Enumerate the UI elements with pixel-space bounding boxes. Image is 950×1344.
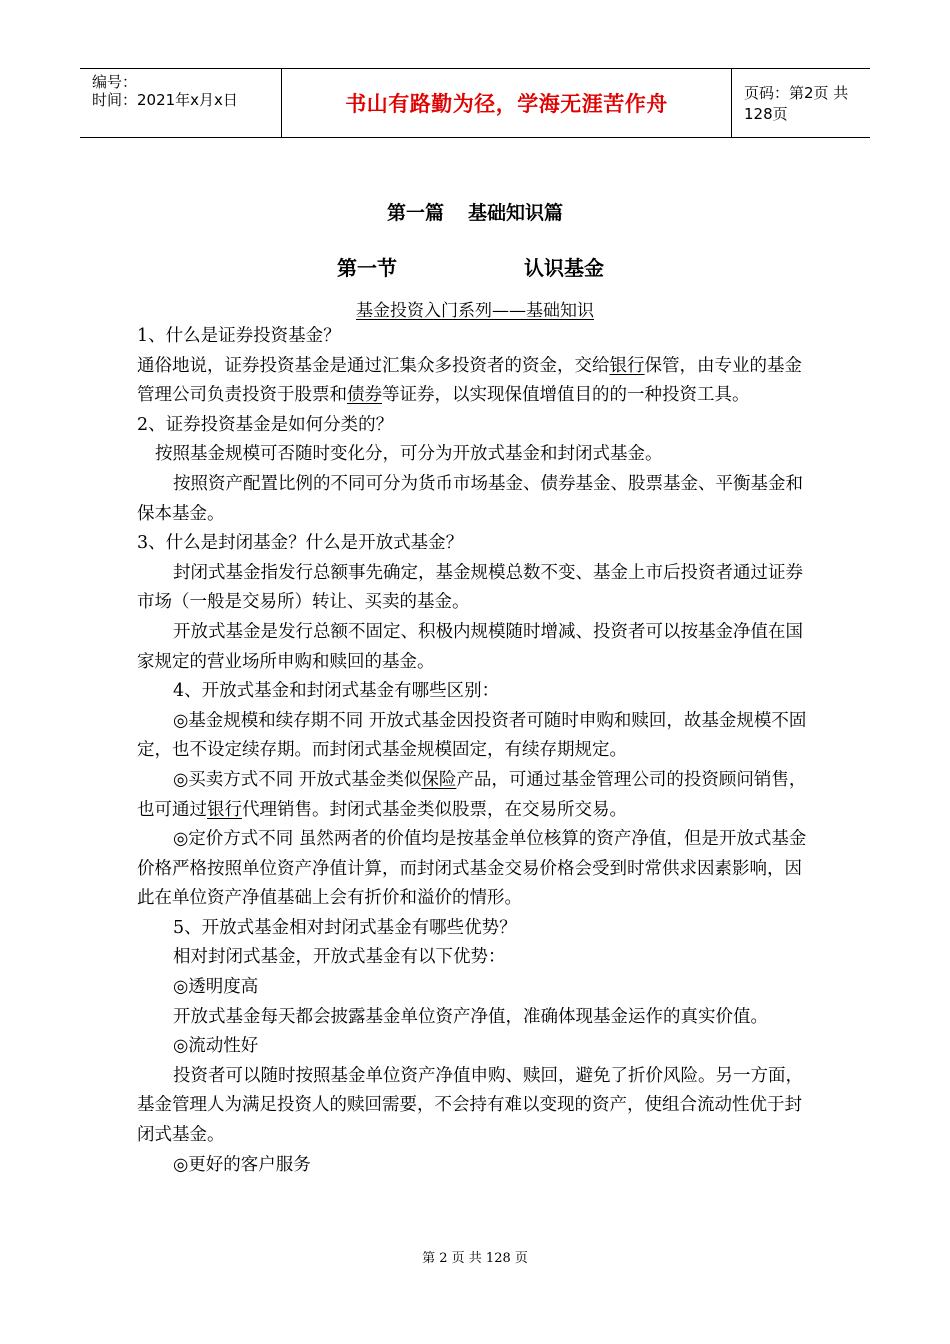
paragraph: 投资者可以随时按照基金单位资产净值申购、赎回，避免了折价风险。另一方面，基金管理人为满足投资人的赎回需要，不会持有难以变现的资产，使组合流动性优于封闭式基金。	[137, 1065, 803, 1146]
link-bond[interactable]: 债券	[347, 385, 382, 406]
link-bank-2[interactable]: 银行	[207, 799, 242, 820]
question-5: 5、开放式基金相对封闭式基金有哪些优势？	[173, 917, 517, 938]
link-bank[interactable]: 银行	[609, 355, 645, 376]
part-title	[0, 198, 950, 225]
paragraph: 通俗地说，证券投资基金是通过汇集众多投资者的资金，交给银行保管，由专业的基金管理公司负责投资于股票和债券等证券，以实现保值增值目的的一种投资工具。	[137, 355, 802, 406]
bullet-heading: ◎流动性好	[173, 1036, 259, 1057]
paragraph: 开放式基金每天都会披露基金单位资产净值，准确体现基金运作的真实价值。	[173, 1006, 768, 1027]
part-name: 基础知识篇	[468, 202, 564, 224]
page-footer: 第 2 页 共 128 页	[422, 1251, 528, 1266]
paragraph: 开放式基金是发行总额不固定、积极内规模随时增减、投资者可以按基金净值在国家规定的营业场所申购和赎回的基金。	[137, 621, 803, 672]
paragraph: ◎买卖方式不同 开放式基金类似保险产品，可通过基金管理公司的投资顾问销售，也可通过银行代理销售。封闭式基金类似股票，在交易所交易。	[137, 769, 807, 820]
question-1: 1、什么是证券投资基金？	[137, 326, 341, 346]
paragraph: 相对封闭式基金，开放式基金有以下优势：	[173, 947, 506, 968]
bullet-heading: ◎更好的客户服务	[173, 1154, 311, 1175]
paragraph: ◎基金规模和续存期不同 开放式基金因投资者可随时申购和赎回，故基金规模不固定，也不设定续存期。而封闭式基金规模固定，有续存期规定。	[137, 710, 807, 761]
header-meta-cell	[80, 69, 282, 137]
bullet-heading: ◎透明度高	[173, 977, 259, 998]
paragraph: ◎定价方式不同 虽然两者的价值均是按基金单位核算的资产净值，但是开放式基金价格严格按照单位资产净值计算，而封闭式基金交易价格会受到时常供求因素影响，因此在单位资产净值基础上会有折价和溢价的情形。	[137, 829, 807, 909]
question-2: 2、证券投资基金是如何分类的？	[137, 414, 394, 435]
section-number: 第一节	[337, 256, 397, 280]
header-time-label: 时间：2021年x月x日	[92, 91, 238, 109]
document-body	[137, 322, 817, 1180]
paragraph: 按照基金规模可否随时变化分，可分为开放式基金和封闭式基金。	[155, 444, 663, 465]
link-insurance[interactable]: 保险	[421, 769, 457, 790]
section-name: 认识基金	[524, 256, 604, 280]
question-4: 4、开放式基金和封闭式基金有哪些区别：	[173, 681, 500, 702]
paragraph: 按照资产配置比例的不同可分为货币市场基金、债券基金、股票基金、平衡基金和保本基金。	[137, 473, 803, 524]
paragraph: 封闭式基金指发行总额事先确定，基金规模总数不变、基金上市后投资者通过证券市场（一般是交易所）转让、买卖的基金。	[137, 562, 803, 613]
header-motto-cell	[282, 69, 732, 137]
question-3: 3、什么是封闭基金？什么是开放式基金？	[137, 533, 464, 554]
document-header	[80, 68, 870, 138]
header-page-info: 页码：第2页 共128页	[744, 84, 849, 123]
header-motto: 书山有路勤为径，学海无涯苦作舟	[345, 92, 668, 116]
header-number-label: 编号：	[92, 73, 138, 91]
part-number: 第一篇	[386, 202, 444, 224]
subtitle: 基金投资入门系列——基础知识	[356, 301, 594, 321]
